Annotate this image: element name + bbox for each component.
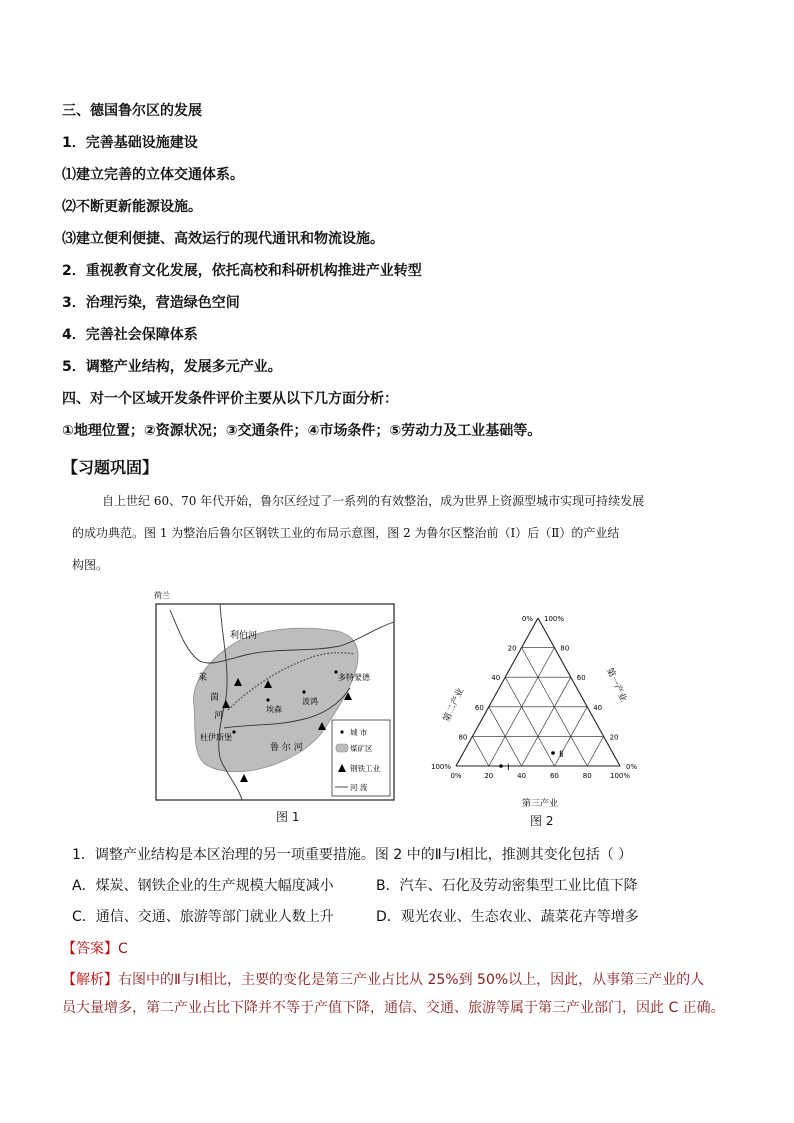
question1-answer-row [62, 940, 128, 958]
ternary-left-tick: 100% [430, 763, 451, 771]
intro-line-2: 的成功典范。图 1 为整治后鲁尔区钢铁工业的布局示意图，图 2 为鲁尔区整治前（Ⅰ）后（Ⅱ）的产业结 [72, 526, 620, 540]
ternary-point-2-label: Ⅱ [559, 750, 564, 760]
ternary-right-tick: 60 [576, 674, 586, 683]
section3-item4: 4．完善社会保障体系 [62, 327, 198, 343]
city-dot-essen [266, 698, 269, 701]
ternary-left-tick: 40 [491, 674, 501, 683]
section3-heading: 三、德国鲁尔区的发展 [62, 103, 202, 119]
ternary-right-axis-label: 第一产业 [603, 666, 628, 704]
ternary-right-tick: 20 [609, 733, 619, 742]
answer-value: C [118, 941, 128, 957]
question1-option-d: D．观光农业、生态农业、蔬菜花卉等增多 [376, 909, 639, 925]
section4-heading: 四、对一个区域开发条件评价主要从以下几方面分析： [62, 391, 398, 407]
river-label-rhine-2: 茵 [210, 693, 220, 703]
city-label-bochum: 波鸿 [302, 697, 318, 706]
ternary-edge-right [538, 618, 620, 766]
analysis-line-2: 员大量增多，第二产业占比下降并不等于产值下降，通信、交通、旅游等属于第三产业部门，因此 C 正确。 [62, 1000, 725, 1016]
exercise-intro [72, 485, 752, 581]
ternary-grid-line [472, 736, 488, 766]
river-label-ruhr: 鲁 尔 河 [270, 743, 303, 753]
ternary-left-axis-label: 第二产业 [442, 686, 467, 724]
section3-item3: 3．治理污染，营造绿色空间 [62, 295, 240, 311]
ternary-left-ticks [431, 615, 533, 771]
section3-item5: 5．调整产业结构，发展多元产业。 [62, 359, 282, 375]
section3-sub1: ⑴建立完善的立体交通体系。 [62, 167, 244, 183]
river-label-lippe: 利伯河 [230, 631, 258, 641]
exercise-title: 【习题巩固】 [62, 458, 159, 477]
question1-option-a: A．煤炭、钢铁企业的生产规模大幅度减小 [72, 878, 334, 894]
ternary-bottom-tick: 80 [582, 772, 592, 780]
section3-sub2: ⑵不断更新能源设施。 [62, 199, 202, 215]
ternary-left-tick: 20 [507, 644, 517, 653]
ternary-bottom-axis-label: 第三产业 [521, 799, 559, 809]
ternary-bottom-ticks [450, 772, 630, 780]
ternary-grid-line [587, 736, 603, 766]
ternary-right-tick: 100% [544, 615, 565, 623]
question1-analysis [62, 966, 742, 1022]
intro-line-1: 自上世纪 60、70 年代开始，鲁尔区经过了一系列的有效整治，成为世界上资源型城市实现可持续发展 [102, 494, 645, 508]
question1-stem: 1．调整产业结构是本区治理的另一项重要措施。图 2 中的Ⅱ与Ⅰ相比，推测其变化包括（ ） [72, 847, 633, 863]
figure2-caption: 图 2 [530, 814, 554, 828]
ternary-bottom-tick: 20 [484, 772, 494, 780]
section4-factors: ①地理位置；②资源状况；③交通条件；④市场条件；⑤劳动力及工业基础等。 [62, 423, 542, 439]
ternary-edge-left [456, 618, 538, 766]
question1-option-b: B．汽车、石化及劳动密集型工业比值下降 [376, 878, 638, 894]
city-label-duisburg: 杜伊斯堡 [200, 733, 232, 742]
question1-option-c: C．通信、交通、旅游等部门就业人数上升 [72, 909, 334, 925]
city-dot-duisburg [232, 730, 235, 733]
ternary-grid [456, 618, 620, 766]
section3-item2: 2．重视教育文化发展，依托高校和科研机构推进产业转型 [62, 263, 422, 279]
ternary-bottom-tick: 60 [549, 772, 559, 780]
river-label-rhine-1: 莱 [198, 673, 208, 683]
river-label-rhine-3: 河 [214, 711, 224, 721]
intro-line-3: 构图。 [72, 558, 109, 572]
section3-sub3: ⑶建立便利便捷、高效运行的现代通讯和物流设施。 [62, 231, 384, 247]
legend-city-icon [340, 730, 343, 733]
map-corner-label: 荷兰 [154, 591, 170, 600]
legend-coal-label: 煤矿区 [350, 744, 373, 753]
ternary-bottom-tick: 40 [517, 772, 527, 780]
city-label-dortmund: 多特蒙德 [338, 673, 370, 682]
city-dot-bochum [302, 690, 305, 693]
answer-tag: 【答案】 [62, 941, 118, 957]
legend-steel-label: 钢铁工业 [350, 764, 380, 773]
ternary-left-tick: 80 [458, 733, 468, 742]
legend-coal-icon [336, 744, 348, 752]
ternary-right-tick: 40 [593, 703, 603, 712]
ternary-left-tick: 60 [474, 703, 484, 712]
ternary-left-tick: 0% [521, 615, 533, 623]
legend-city-label: 城 市 [350, 728, 368, 737]
analysis-tag: 【解析】 [62, 972, 118, 988]
figure1-caption: 图 1 [276, 810, 300, 824]
analysis-line-1: 右图中的Ⅱ与Ⅰ相比，主要的变化是第三产业占比从 25%到 50%以上，因此，从事第三产业的人 [118, 972, 705, 988]
figure1-map [150, 588, 400, 803]
ternary-right-tick: 0% [626, 763, 638, 771]
ternary-bottom-tick: 0% [450, 772, 462, 780]
ternary-grid-line [505, 677, 554, 766]
ternary-point-1-label: I [507, 763, 510, 773]
ternary-right-tick: 80 [560, 644, 570, 653]
legend-river-label: 河 流 [350, 783, 368, 792]
figure2-ternary [428, 606, 638, 814]
ternary-point-2 [551, 751, 555, 755]
ternary-point-1 [499, 764, 503, 768]
section3-item1: 1．完善基础设施建设 [62, 135, 198, 151]
city-label-essen: 埃森 [266, 705, 282, 714]
ternary-bottom-tick: 100% [609, 772, 631, 780]
